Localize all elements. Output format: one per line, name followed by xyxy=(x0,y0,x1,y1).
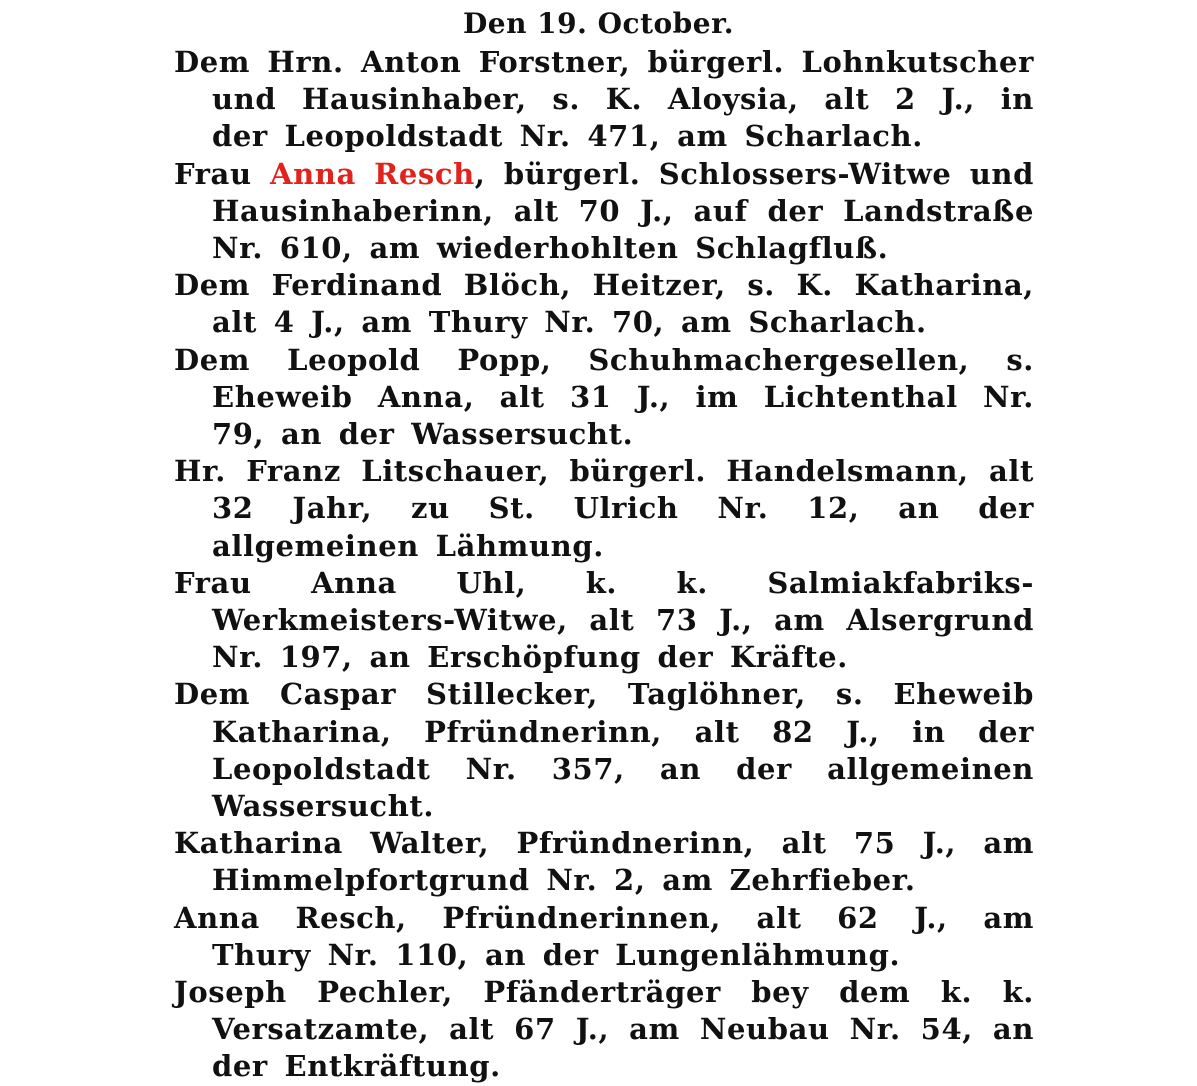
entry-suffix: , bürgerl. Schlossers-Witwe und Hausinhaberinn, alt 70 J., auf der Landstraße Nr. 610, am wiederhohlten Schlagfluß. xyxy=(212,156,1034,266)
entry-popp: Dem Leopold Popp, Schuhmachergesellen, s. Eheweib Anna, alt 31 J., im Lichtenthal Nr. 79, an der Wassersucht. xyxy=(174,342,1034,452)
entry-resch: Anna Resch, Pfründnerinnen, alt 62 J., am Thury Nr. 110, an der Lungenlähmung. xyxy=(174,900,1034,972)
death-notice-list xyxy=(174,44,1034,1086)
entry-litschauer: Hr. Franz Litschauer, bürgerl. Handelsmann, alt 32 Jahr, zu St. Ulrich Nr. 12, an der allgemeinen Lähmung. xyxy=(174,454,1034,563)
date-heading: Den 19. October. xyxy=(462,7,735,40)
entry-walter: Katharina Walter, Pfründnerinn, alt 75 J., am Himmelpfortgrund Nr. 2, am Zehrfieber. xyxy=(174,826,1034,898)
entry-pechler: Joseph Pechler, Pfänderträger bey dem k. k. Versatzamte, alt 67 J., am Neubau Nr. 54, an der Entkräftung. xyxy=(174,975,1034,1084)
entry-resch-highlighted xyxy=(174,156,1034,268)
entry-forstner: Dem Hrn. Anton Forstner, bürgerl. Lohnkutscher und Hausinhaber, s. K. Aloysia, alt 2 J., in der Leopoldstadt Nr. 471, am Scharlach. xyxy=(174,45,1034,154)
entry-stillecker: Dem Caspar Stillecker, Taglöhner, s. Eheweib Katharina, Pfründnerinn, alt 82 J., in der Leopoldstadt Nr. 357, an der allgemeinen Wassersucht. xyxy=(174,677,1034,824)
entry-prefix: Frau xyxy=(174,156,270,191)
entry-bloech: Dem Ferdinand Blöch, Heitzer, s. K. Katharina, alt 4 J., am Thury Nr. 70, am Scharlach. xyxy=(174,268,1034,340)
entry-uhl: Frau Anna Uhl, k. k. Salmiakfabriks-Werkmeisters-Witwe, alt 73 J., am Alsergrund Nr. 197, an Erschöpfung der Kräfte. xyxy=(174,565,1034,675)
highlighted-name: Anna Resch xyxy=(269,156,475,191)
